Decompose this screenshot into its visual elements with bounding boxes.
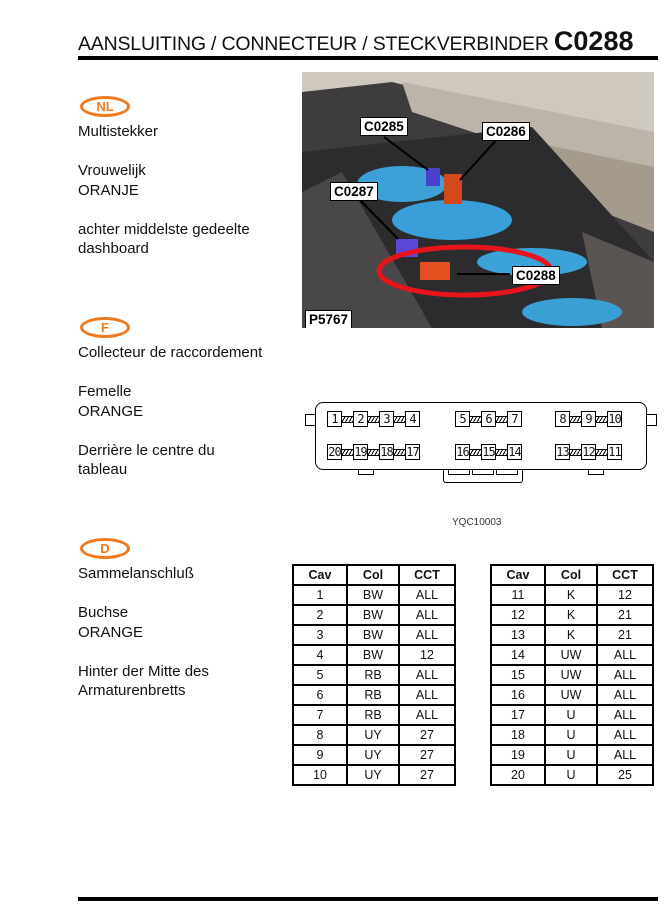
circuit-cell: ALL xyxy=(597,745,653,765)
latch-slot xyxy=(448,469,470,475)
header-cav: Cav xyxy=(293,565,347,585)
language-badge-nl: NL xyxy=(80,96,130,117)
pin-link xyxy=(368,416,379,423)
photo-id: P5767 xyxy=(305,310,352,328)
connector-name: Collecteur de raccordement xyxy=(78,344,263,361)
connector-gender: Buchse xyxy=(78,604,129,621)
table-row xyxy=(491,625,653,645)
connector-color: ORANJE xyxy=(78,181,139,199)
wire-color-cell: UW xyxy=(545,665,597,685)
connector-location-line2: dashboard xyxy=(78,240,149,257)
pin-link xyxy=(570,416,581,423)
table-row xyxy=(293,585,455,605)
connector-location-line2: Armaturenbretts xyxy=(78,682,186,699)
connector-location-line1: Derrière le centre du xyxy=(78,441,215,459)
bottom-tab xyxy=(588,469,604,475)
cavity-pin: 4 xyxy=(405,411,420,427)
table-row xyxy=(293,605,455,625)
cavity-pin: 19 xyxy=(354,445,367,459)
cavity-cell: 12 xyxy=(491,605,545,625)
connector-gender: Femelle xyxy=(78,383,132,400)
circuit-cell: ALL xyxy=(597,685,653,705)
cavity-cell: 20 xyxy=(491,765,545,785)
cavity-pin: 2 xyxy=(353,411,368,427)
circuit-cell: ALL xyxy=(399,605,455,625)
wire-color-cell: U xyxy=(545,745,597,765)
diagram-caption: YQC10003 xyxy=(452,517,502,528)
cavity-pin: 16 xyxy=(456,445,469,459)
page-title-text: AANSLUITING / CONNECTEUR / STECKVERBINDER xyxy=(78,33,549,55)
wire-color-cell: UY xyxy=(347,745,399,765)
header-col: Col xyxy=(347,565,399,585)
table-row xyxy=(293,705,455,725)
wire-color-cell: UY xyxy=(347,725,399,745)
circuit-cell: 27 xyxy=(399,745,455,765)
pin-link xyxy=(570,449,581,456)
table-row xyxy=(293,645,455,665)
table-row xyxy=(491,605,653,625)
table-row xyxy=(293,665,455,685)
latch-slot xyxy=(496,469,518,475)
cavity-cell: 18 xyxy=(491,725,545,745)
cavity-cell: 9 xyxy=(293,745,347,765)
cavity-cell: 11 xyxy=(491,585,545,605)
connector-location-line1: Hinter der Mitte des xyxy=(78,662,209,680)
cavity-cell: 5 xyxy=(293,665,347,685)
cavity-pin: 3 xyxy=(379,411,394,427)
description-d xyxy=(78,564,209,701)
pin-link xyxy=(596,416,607,423)
description-f xyxy=(78,343,262,480)
cavity-pin: 5 xyxy=(455,411,470,427)
pin-link xyxy=(470,416,481,423)
bottom-tab xyxy=(358,469,374,475)
callout-c0285: C0285 xyxy=(360,117,408,136)
pin-link xyxy=(496,449,507,456)
cavity-cell: 10 xyxy=(293,765,347,785)
wire-color-cell: UW xyxy=(545,645,597,665)
cavity-cell: 4 xyxy=(293,645,347,665)
pin-link xyxy=(394,416,405,423)
header-divider xyxy=(78,56,658,60)
circuit-cell: 25 xyxy=(597,765,653,785)
page-title xyxy=(78,26,634,57)
table-row xyxy=(491,725,653,745)
cavity-cell: 7 xyxy=(293,705,347,725)
cavity-pin: 12 xyxy=(582,445,595,459)
connector-color: ORANGE xyxy=(78,402,144,420)
circuit-cell: ALL xyxy=(399,665,455,685)
cavity-table-right xyxy=(490,564,654,786)
wire-color-cell: K xyxy=(545,585,597,605)
table-row xyxy=(491,685,653,705)
wire-color-cell: K xyxy=(545,605,597,625)
pin-link xyxy=(342,449,353,456)
cavity-pin: 9 xyxy=(581,411,596,427)
pin-link xyxy=(470,449,481,456)
header-col: Col xyxy=(545,565,597,585)
wire-color-cell: BW xyxy=(347,585,399,605)
pin-link xyxy=(496,416,507,423)
table-row xyxy=(491,745,653,765)
table-row xyxy=(491,705,653,725)
table-row xyxy=(491,645,653,665)
wire-color-cell: BW xyxy=(347,645,399,665)
pin-link xyxy=(368,449,379,456)
wire-color-cell: K xyxy=(545,625,597,645)
cavity-pin: 14 xyxy=(508,445,521,459)
circuit-cell: ALL xyxy=(399,685,455,705)
pin-link xyxy=(596,449,607,456)
cavity-cell: 15 xyxy=(491,665,545,685)
circuit-cell: 21 xyxy=(597,625,653,645)
connector-location-photo xyxy=(302,72,654,328)
cavity-table-left xyxy=(292,564,456,786)
circuit-cell: ALL xyxy=(597,725,653,745)
cavity-pin: 1 xyxy=(327,411,342,427)
circuit-cell: ALL xyxy=(597,665,653,685)
cavity-cell: 6 xyxy=(293,685,347,705)
cavity-pin: 17 xyxy=(406,445,419,459)
table-row xyxy=(293,625,455,645)
circuit-cell: 12 xyxy=(399,645,455,665)
connector-name: Sammelanschluß xyxy=(78,565,194,582)
cavity-pin: 8 xyxy=(555,411,570,427)
wire-color-cell: U xyxy=(545,765,597,785)
cavity-pin: 15 xyxy=(482,445,495,459)
cavity-cell: 3 xyxy=(293,625,347,645)
wire-color-cell: BW xyxy=(347,625,399,645)
connector-face-diagram xyxy=(305,400,657,486)
wire-color-cell: U xyxy=(545,725,597,745)
cavity-pin: 13 xyxy=(556,445,569,459)
cavity-cell: 14 xyxy=(491,645,545,665)
callout-c0286: C0286 xyxy=(482,122,530,141)
footer-divider xyxy=(78,897,658,901)
pin-link xyxy=(342,416,353,423)
header-cct: CCT xyxy=(597,565,653,585)
wire-color-cell: BW xyxy=(347,605,399,625)
language-badge-d: D xyxy=(80,538,130,559)
circuit-cell: ALL xyxy=(597,645,653,665)
connector-location-line2: tableau xyxy=(78,461,128,478)
circuit-cell: 27 xyxy=(399,725,455,745)
cavity-cell: 17 xyxy=(491,705,545,725)
table-row xyxy=(491,665,653,685)
circuit-cell: 27 xyxy=(399,765,455,785)
callout-c0288: C0288 xyxy=(512,266,560,285)
table-row xyxy=(491,585,653,605)
table-row xyxy=(491,765,653,785)
cavity-pin: 10 xyxy=(608,412,621,426)
wire-color-cell: RB xyxy=(347,665,399,685)
table-row xyxy=(293,745,455,765)
circuit-cell: ALL xyxy=(597,705,653,725)
header-cct: CCT xyxy=(399,565,455,585)
cavity-pin: 18 xyxy=(380,445,393,459)
cavity-cell: 16 xyxy=(491,685,545,705)
connector-location-line1: achter middelste gedeelte xyxy=(78,220,250,238)
wire-color-cell: UY xyxy=(347,765,399,785)
cavity-pin: 11 xyxy=(608,445,621,459)
wire-color-cell: RB xyxy=(347,685,399,705)
circuit-cell: ALL xyxy=(399,625,455,645)
cavity-pin: 6 xyxy=(481,411,496,427)
description-nl xyxy=(78,122,250,259)
wire-color-cell: UW xyxy=(545,685,597,705)
connector-color: ORANGE xyxy=(78,623,144,641)
table-row xyxy=(293,725,455,745)
circuit-cell: ALL xyxy=(399,705,455,725)
circuit-cell: 12 xyxy=(597,585,653,605)
language-badge-f: F xyxy=(80,317,130,338)
circuit-cell: 21 xyxy=(597,605,653,625)
callout-c0287: C0287 xyxy=(330,182,378,201)
cavity-cell: 13 xyxy=(491,625,545,645)
connector-name: Multistekker xyxy=(78,123,159,140)
header-cav: Cav xyxy=(491,565,545,585)
connector-gender: Vrouwelijk xyxy=(78,162,146,179)
table-row xyxy=(293,765,455,785)
cavity-cell: 2 xyxy=(293,605,347,625)
circuit-cell: ALL xyxy=(399,585,455,605)
cavity-pin: 20 xyxy=(328,445,341,459)
wire-color-cell: RB xyxy=(347,705,399,725)
connector-code: C0288 xyxy=(553,26,634,56)
pin-link xyxy=(394,449,405,456)
cavity-cell: 19 xyxy=(491,745,545,765)
latch-slot xyxy=(472,469,494,475)
cavity-cell: 8 xyxy=(293,725,347,745)
table-row xyxy=(293,685,455,705)
cavity-pin: 7 xyxy=(507,411,522,427)
cavity-cell: 1 xyxy=(293,585,347,605)
wire-color-cell: U xyxy=(545,705,597,725)
